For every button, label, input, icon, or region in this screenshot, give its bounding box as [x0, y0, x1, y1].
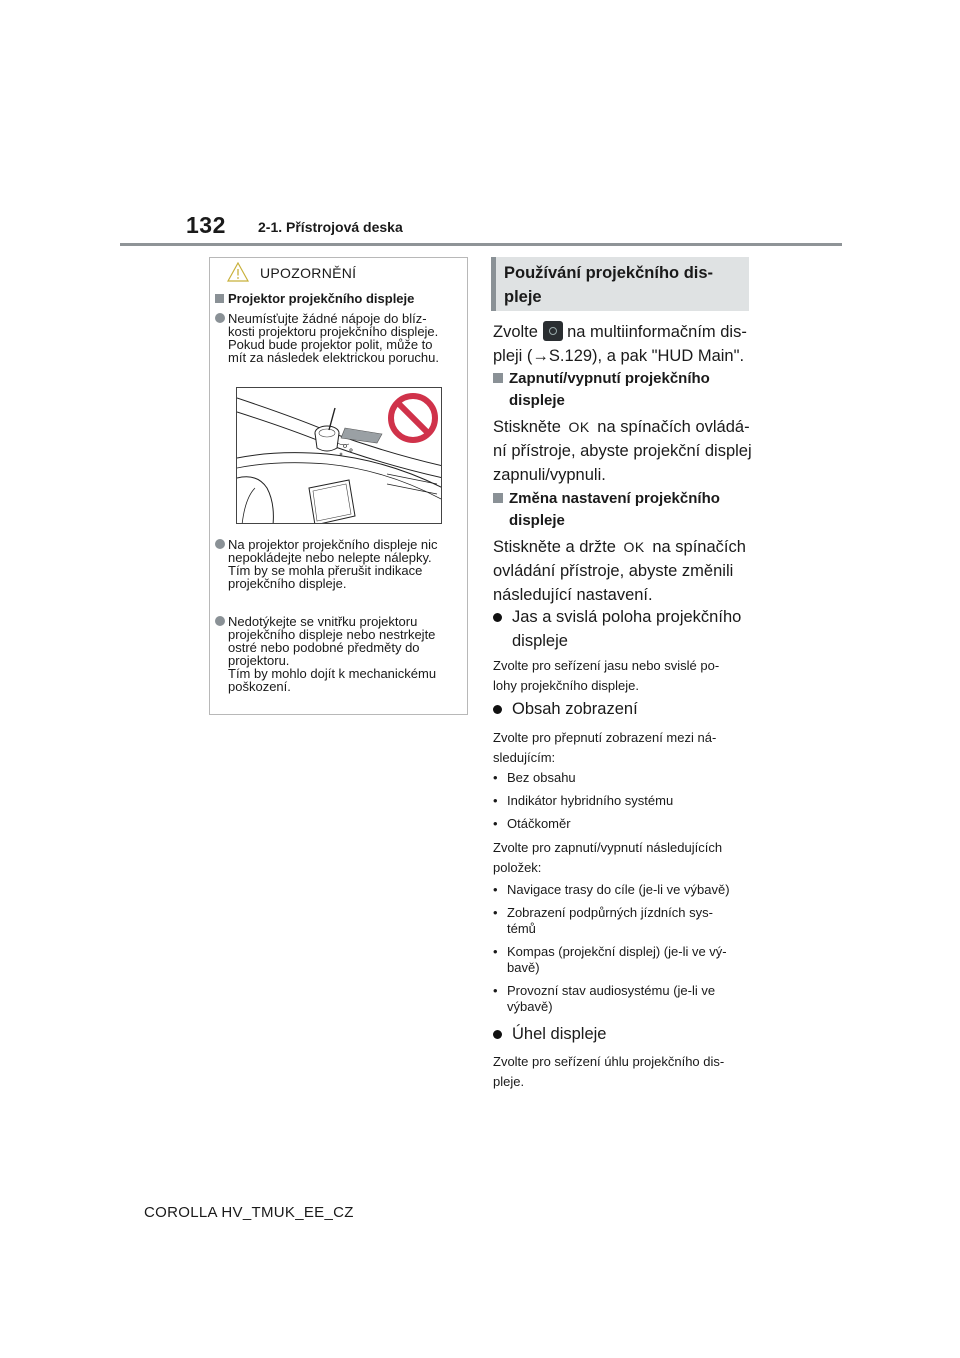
settings-paragraph: Stiskněte a držte OK na spínačích ovládání přístroje, abyste změnili následující nastavení.: [493, 535, 763, 607]
warning-title: UPOZORNĚNÍ: [260, 265, 357, 281]
item-brightness: Jas a svislá poloha projekčního displeje: [493, 605, 763, 653]
intro-paragraph: Zvolte na multiinformačním dis- pleji (→S.129), a pak "HUD Main".: [493, 323, 747, 365]
round-bullet-icon: [493, 1030, 502, 1039]
list-item: • Otáčkoměr: [493, 816, 571, 831]
warning-bullet-1: Neumísťujte žádné nápoje do blíz- kosti projektoru projekčního displeje. Pokud bude projektor polit, může to mít za následek elektrickou poruchu.: [215, 312, 465, 372]
item-brightness-desc: Zvolte pro seřízení jasu nebo svislé po- lohy projekčního displeje.: [493, 658, 720, 693]
item-content-desc: Zvolte pro přepnutí zobrazení mezi ná- sledujícím:: [493, 730, 717, 765]
round-bullet-icon: [215, 313, 225, 323]
list-item: • Navigace trasy do cíle (je-li ve výbavě): [493, 882, 730, 897]
round-bullet-icon: [493, 613, 502, 622]
section-heading: [491, 257, 749, 311]
round-bullet-icon: [215, 539, 225, 549]
page-number: 132: [186, 212, 226, 238]
item-content-desc-2: Zvolte pro zapnutí/vypnutí následujících položek:: [493, 840, 723, 875]
warning-bullet-2: Na projektor projekčního displeje nic nepokládejte nebo nelepte nálepky. Tím by se mohla přerušit indikace projekčního displeje.: [215, 538, 465, 598]
dashboard-illustration: [236, 387, 442, 524]
item-content: Obsah zobrazení: [493, 697, 763, 721]
warning-bullet-3: Nedotýkejte se vnitřku projektoru projekčního displeje nebo nestrkejte ostré nebo podobné předměty do projektoru. Tím by mohlo dojít k mechanickému poškození.: [215, 615, 465, 705]
onoff-heading: Zapnutí/vypnutí projekčního displeje: [493, 368, 763, 412]
list-item: • Provozní stav audiosystému (je-li ve výbavě): [493, 983, 716, 1014]
round-bullet-icon: [215, 616, 225, 626]
ok-button-label: OK: [568, 419, 590, 435]
list-item: • Indikátor hybridního systému: [493, 793, 674, 808]
item-angle: Úhel displeje: [493, 1022, 763, 1046]
settings-gear-icon: [543, 321, 563, 341]
footer-model-code: COROLLA HV_TMUK_EE_CZ: [144, 1204, 354, 1221]
item-angle-desc: Zvolte pro seřízení úhlu projekčního dis- pleje.: [493, 1054, 725, 1089]
round-bullet-icon: [493, 705, 502, 714]
list-item: • Zobrazení podpůrných jízdních sys- témů: [493, 905, 713, 936]
onoff-paragraph: Stiskněte OK na spínačích ovládá- ní přístroje, abyste projekční displej zapnuli/vypnuli.: [493, 415, 763, 487]
header-rule: [120, 243, 842, 246]
square-bullet-icon: [493, 373, 503, 383]
list-item: • Bez obsahu: [493, 770, 576, 785]
section-title: 2-1. Přístrojová deska: [258, 219, 403, 235]
section-heading-text: Používání projekčního dis- pleje: [504, 264, 714, 306]
warning-triangle-icon: [227, 262, 249, 282]
list-item: • Kompas (projekční displej) (je-li ve vý- bavě): [493, 944, 727, 975]
square-bullet-icon: [493, 493, 503, 503]
settings-heading: Změna nastavení projekčního displeje: [493, 488, 763, 532]
spilled-drink-on-projector-icon: [237, 388, 442, 524]
heading-accent-bar: [491, 257, 496, 311]
warning-header: [210, 258, 467, 290]
square-bullet-icon: [215, 294, 224, 303]
warning-heading: Projektor projekčního displeje: [215, 291, 414, 306]
ok-button-label: OK: [623, 539, 645, 555]
